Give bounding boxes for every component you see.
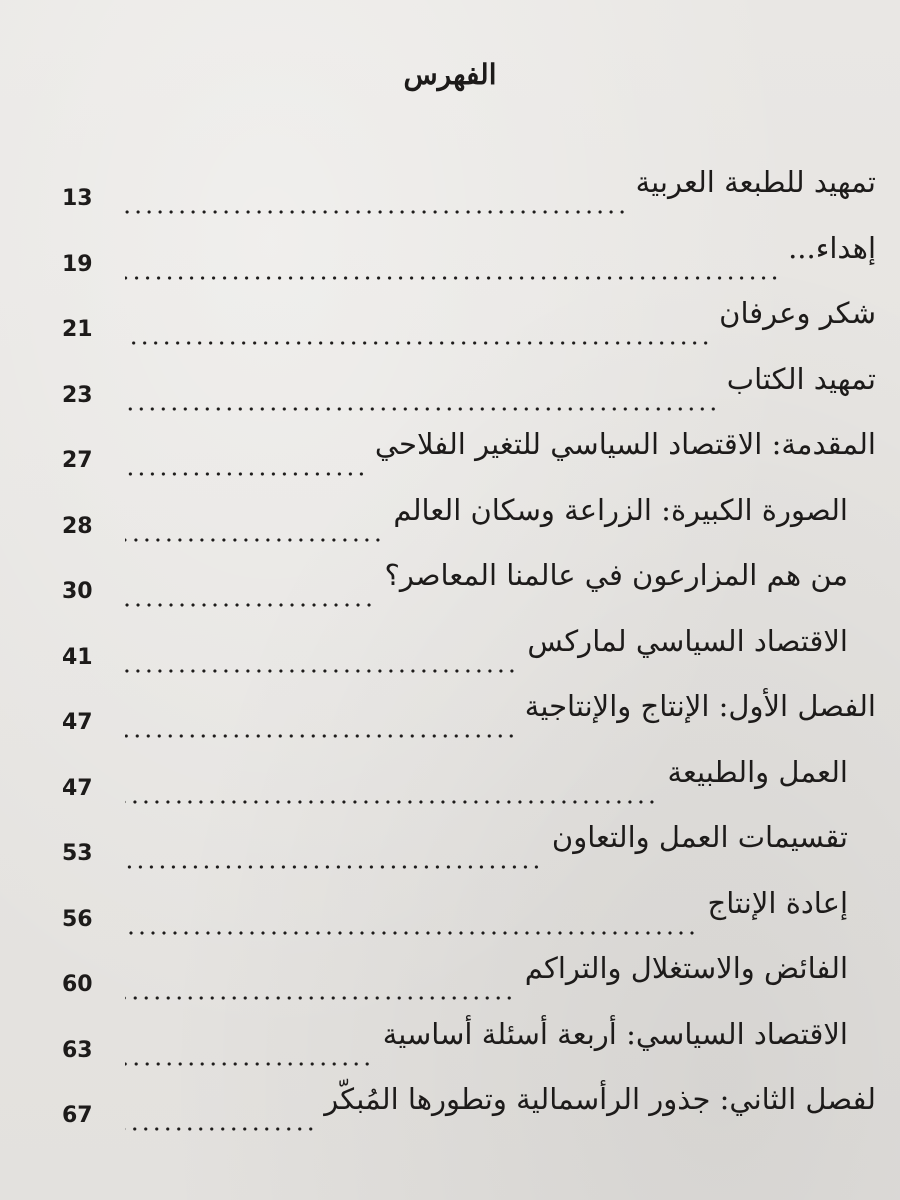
toc-entry-title: المقدمة: الاقتصاد السياسي للتغير الفلاحي [374, 427, 876, 461]
dot-leader [125, 861, 542, 873]
toc-entry [0, 359, 900, 407]
toc-entry-title: شكر وعرفان [719, 296, 876, 330]
toc-page-number: 21 [62, 317, 93, 342]
toc-entry-title: لفصل الثاني: جذور الرأسمالية وتطورها المُبكّر [324, 1082, 876, 1116]
toc-entry-title: العمل والطبيعة [667, 754, 848, 789]
dot-leader [125, 272, 780, 284]
toc-entry [0, 948, 900, 996]
page-title: الفهرس [403, 58, 497, 91]
dot-leader [125, 599, 375, 611]
toc-page-number: 13 [62, 186, 93, 211]
toc-entry [0, 490, 900, 538]
toc-page-number: 56 [62, 906, 93, 932]
toc-entry-title: إهداء... [788, 230, 876, 265]
toc-entry [0, 686, 900, 734]
toc-page-number: 19 [62, 251, 93, 277]
toc-page-number: 28 [62, 513, 93, 539]
toc-entry [0, 1014, 900, 1062]
toc-entry [0, 424, 900, 472]
toc-entry [0, 228, 900, 276]
dot-leader [125, 730, 517, 742]
toc-entry-title: من هم المزارعون في عالمنا المعاصر؟ [384, 558, 848, 592]
toc-entry [0, 293, 900, 341]
toc-entry-title: الفصل الأول: الإنتاج والإنتاجية [524, 689, 876, 723]
toc-entry [0, 817, 900, 865]
dot-leader [125, 468, 367, 480]
dot-leader [125, 1123, 316, 1135]
toc-page-number: 47 [62, 710, 93, 735]
toc-page-number: 23 [62, 382, 93, 408]
toc-entry [0, 883, 900, 931]
toc-entry-title: تقسيمات العمل والتعاون [551, 820, 848, 854]
dot-leader [125, 992, 515, 1004]
toc-page-number: 47 [62, 775, 93, 801]
toc-page-number: 27 [62, 448, 93, 473]
dot-leader [125, 665, 517, 677]
toc-entry [0, 162, 900, 210]
toc-page-number: 30 [62, 579, 93, 604]
dot-leader [125, 1058, 373, 1070]
dot-leader [125, 206, 628, 218]
dot-leader [125, 927, 698, 939]
toc-page-number: 67 [62, 1103, 93, 1128]
toc-entry [0, 752, 900, 800]
dot-leader [125, 337, 711, 349]
toc-page-number: 41 [62, 644, 93, 670]
toc-entry-title: تمهيد للطبعة العربية [635, 165, 876, 199]
toc-entry-title: الاقتصاد السياسي: أربعة أسئلة أساسية [382, 1016, 848, 1051]
toc-entry-title: الفائض والاستغلال والتراكم [524, 951, 848, 985]
toc-entry-title: الصورة الكبيرة: الزراعة وسكان العالم [393, 492, 848, 527]
toc-entry-title: تمهيد الكتاب [726, 361, 876, 396]
toc-page-number: 53 [62, 841, 93, 866]
dot-leader [125, 403, 719, 415]
dot-leader [125, 796, 657, 808]
toc-entry [0, 1079, 900, 1127]
dot-leader [125, 534, 383, 546]
toc-entry [0, 621, 900, 669]
toc-entry-title: إعادة الإنتاج [707, 885, 848, 920]
toc-entry [0, 555, 900, 603]
toc-page-number: 60 [62, 972, 93, 997]
toc-entry-title: الاقتصاد السياسي لماركس [527, 623, 848, 658]
toc-page-number: 63 [62, 1037, 93, 1063]
